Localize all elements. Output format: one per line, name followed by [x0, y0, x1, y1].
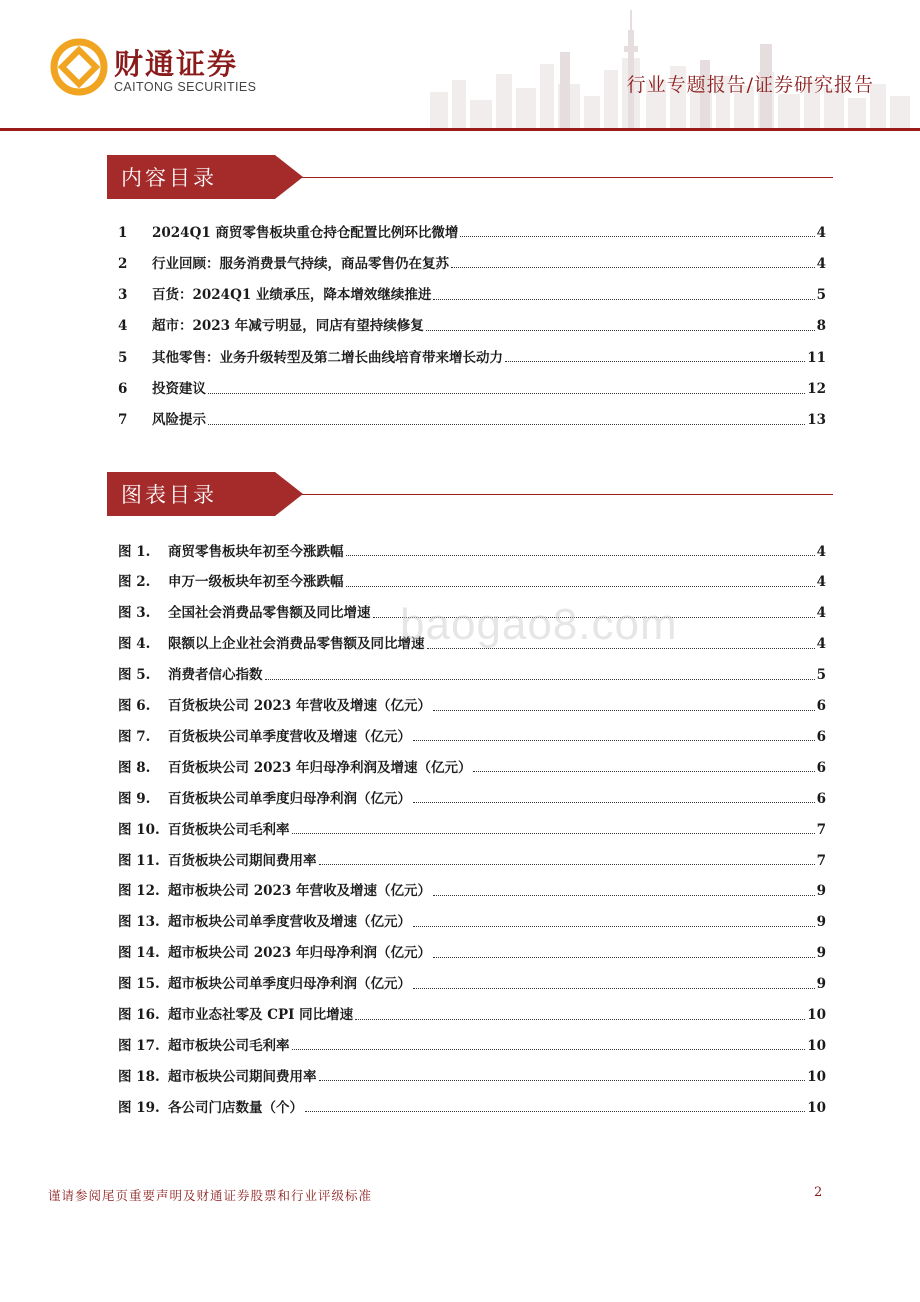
toc-entry[interactable] [118, 659, 826, 683]
entry-title: 百货板块公司单季度营收及增速（亿元） [168, 728, 411, 745]
entry-number: 图 13. [118, 914, 160, 931]
entry-title: 超市板块公司单季度营收及增速（亿元） [168, 914, 411, 931]
entry-page-number: 8 [816, 318, 826, 335]
toc-entry[interactable] [118, 535, 826, 559]
toc-entry[interactable] [118, 247, 826, 271]
entry-number: 图 15. [118, 976, 160, 993]
entry-title: 超市板块公司 2023 年归母净利润（亿元） [168, 945, 431, 962]
entry-number: 2 [118, 255, 128, 272]
dot-leader [292, 1049, 806, 1050]
dot-leader [346, 555, 815, 556]
entry-number: 1 [118, 224, 128, 241]
entry-number: 图 7. [118, 728, 151, 745]
entry-page-number: 9 [816, 976, 826, 993]
entry-title: 消费者信心指数 [168, 667, 263, 684]
dot-leader [433, 895, 815, 896]
entry-number: 4 [118, 318, 128, 335]
entry-number: 图 19. [118, 1099, 160, 1116]
entry-number: 图 6. [118, 698, 151, 714]
toc-entry[interactable] [118, 310, 826, 334]
entry-page-number: 9 [816, 945, 826, 962]
entry-page-number: 4 [816, 636, 826, 653]
entry-title: 百货板块公司期间费用率 [168, 852, 317, 869]
dot-leader [346, 586, 815, 587]
entry-number: 图 10. [118, 821, 160, 838]
toc-entry[interactable] [118, 782, 826, 806]
entry-page-number: 4 [816, 543, 826, 560]
dot-leader [433, 957, 815, 958]
entry-title: 超市：2023 年减亏明显，同店有望持续修复 [152, 318, 424, 335]
report-type: 行业专题报告/证券研究报告 [626, 74, 874, 96]
entry-page-number: 6 [816, 728, 826, 745]
entry-title: 限额以上企业社会消费品零售额及同比增速 [168, 636, 425, 653]
entry-page-number: 7 [816, 821, 826, 838]
contents-banner [107, 155, 833, 201]
toc-entry[interactable] [118, 999, 826, 1023]
entry-title: 百货板块公司单季度归母净利润（亿元） [168, 790, 411, 807]
entry-number: 图 16. [118, 1007, 160, 1023]
toc-entry[interactable] [118, 216, 826, 240]
entry-title: 超市板块公司毛利率 [168, 1037, 290, 1054]
entry-title: 百货板块公司 2023 年归母净利润及增速（亿元） [168, 759, 472, 776]
entry-page-number: 4 [816, 255, 826, 272]
entry-number: 图 14. [118, 945, 160, 962]
entry-number: 图 3. [118, 605, 151, 622]
dot-leader [208, 424, 805, 425]
entry-title: 2024Q1 商贸零售板块重仓持仓配置比例环比微增 [152, 224, 459, 241]
entry-number: 图 8. [118, 759, 151, 776]
entry-page-number: 4 [816, 574, 826, 591]
toc-entry[interactable] [118, 937, 826, 961]
brand-name-en: CAITONG SECURITIES [114, 80, 257, 94]
toc-entry[interactable] [118, 279, 826, 303]
entry-page-number: 5 [816, 667, 826, 684]
toc-entry[interactable] [118, 1091, 826, 1115]
entry-title: 行业回顾：服务消费景气持续，商品零售仍在复苏 [152, 255, 449, 272]
entry-page-number: 13 [807, 412, 826, 429]
entry-title: 全国社会消费品零售额及同比增速 [168, 605, 371, 622]
dot-leader [305, 1111, 805, 1112]
entry-title: 百货板块公司毛利率 [168, 821, 290, 838]
entry-number: 6 [118, 381, 128, 397]
entry-number: 7 [118, 412, 128, 429]
figures-title: 图表目录 [121, 483, 217, 507]
dot-leader [413, 802, 815, 803]
entry-page-number: 6 [816, 698, 826, 714]
entry-page-number: 10 [807, 1037, 826, 1054]
entry-page-number: 10 [807, 1099, 826, 1116]
figures-banner [107, 472, 833, 518]
entry-page-number: 5 [816, 287, 826, 304]
entry-number: 图 11. [118, 852, 160, 869]
dot-leader [413, 740, 815, 741]
entry-page-number: 7 [816, 852, 826, 869]
entry-title: 百货：2024Q1 业绩承压，降本增效继续推进 [152, 287, 432, 304]
entry-page-number: 4 [816, 224, 826, 241]
entry-title: 各公司门店数量（个） [168, 1099, 303, 1116]
entry-title: 风险提示 [152, 412, 206, 429]
dot-leader [451, 267, 815, 268]
entry-number: 5 [118, 349, 128, 366]
entry-number: 图 9. [118, 790, 151, 807]
toc-entry[interactable] [118, 751, 826, 775]
page-number: 2 [814, 1185, 823, 1200]
toc-entry[interactable] [118, 690, 826, 714]
dot-leader [355, 1019, 805, 1020]
dot-leader [319, 864, 815, 865]
toc-entry[interactable] [118, 373, 826, 397]
dot-leader [473, 771, 814, 772]
toc-entry[interactable] [118, 968, 826, 992]
toc-entry[interactable] [118, 906, 826, 930]
entry-title: 投资建议 [152, 381, 206, 397]
toc-entry[interactable] [118, 404, 826, 428]
entry-number: 图 1. [118, 543, 151, 560]
dot-leader [208, 393, 805, 394]
entry-number: 图 4. [118, 636, 151, 653]
entry-page-number: 12 [807, 381, 826, 397]
page-header [0, 0, 920, 132]
entry-number: 图 12. [118, 883, 160, 900]
toc-entry[interactable] [118, 1029, 826, 1053]
toc-entry[interactable] [118, 1060, 826, 1084]
entry-page-number: 11 [807, 349, 826, 366]
dot-leader [433, 299, 814, 300]
dot-leader [265, 679, 815, 680]
toc-entry[interactable] [118, 844, 826, 868]
dot-leader [433, 710, 815, 711]
watermark: baogao8.com [400, 600, 678, 649]
entry-number: 图 17. [118, 1037, 160, 1054]
entry-number: 图 2. [118, 574, 151, 591]
brand-name-cn: 财通证券 [114, 47, 239, 81]
toc-entry[interactable] [118, 566, 826, 590]
entry-title: 其他零售：业务升级转型及第二增长曲线培育带来增长动力 [152, 349, 503, 366]
caitong-logo-icon [50, 38, 108, 96]
entry-page-number: 10 [807, 1007, 826, 1023]
contents-title: 内容目录 [121, 166, 217, 190]
entry-title: 超市板块公司期间费用率 [168, 1068, 317, 1085]
toc-entry[interactable] [118, 875, 826, 899]
toc-entry[interactable] [118, 341, 826, 365]
entry-page-number: 9 [816, 883, 826, 900]
entry-title: 超市业态社零及 CPI 同比增速 [168, 1007, 354, 1023]
dot-leader [505, 361, 805, 362]
entry-title: 百货板块公司 2023 年营收及增速（亿元） [168, 698, 431, 714]
footer-disclaimer[interactable]: 谨请参阅尾页重要声明及财通证券股票和行业评级标准 [48, 1188, 373, 1203]
entry-title: 超市板块公司单季度归母净利润（亿元） [168, 976, 411, 993]
dot-leader [460, 236, 814, 237]
entry-page-number: 6 [816, 759, 826, 776]
dot-leader [426, 330, 815, 331]
entry-title: 商贸零售板块年初至今涨跌幅 [168, 543, 344, 560]
dot-leader [319, 1080, 806, 1081]
dot-leader [413, 926, 815, 927]
toc-entry[interactable] [118, 720, 826, 744]
toc-entry[interactable] [118, 813, 826, 837]
dot-leader [292, 833, 815, 834]
entry-number: 3 [118, 287, 128, 304]
entry-number: 图 5. [118, 667, 151, 684]
entry-page-number: 10 [807, 1068, 826, 1085]
entry-page-number: 4 [816, 605, 826, 622]
entry-title: 申万一级板块年初至今涨跌幅 [168, 574, 344, 591]
entry-number: 图 18. [118, 1068, 160, 1085]
dot-leader [413, 988, 815, 989]
entry-page-number: 6 [816, 790, 826, 807]
entry-page-number: 9 [816, 914, 826, 931]
entry-title: 超市板块公司 2023 年营收及增速（亿元） [168, 883, 431, 900]
header-divider [0, 128, 920, 131]
